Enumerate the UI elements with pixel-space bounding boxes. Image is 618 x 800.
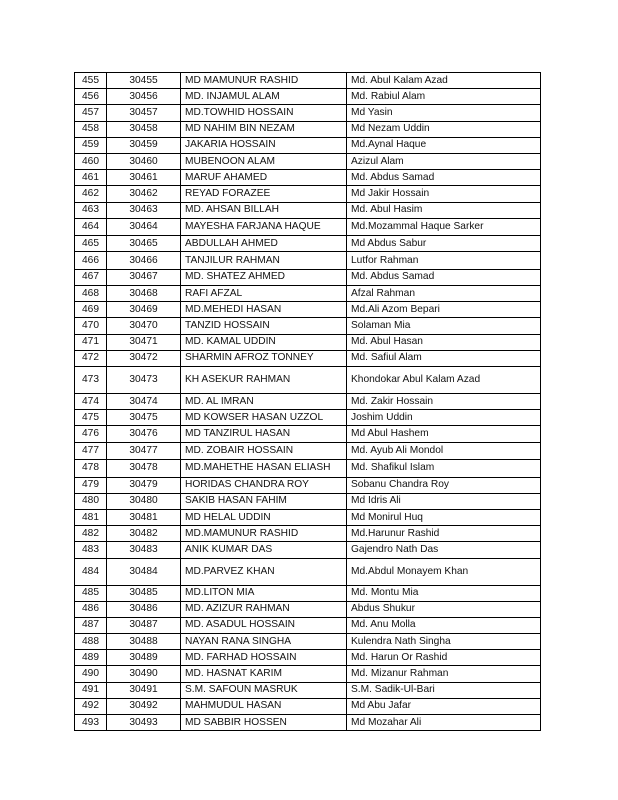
roll-number-cell: 30455 [107,73,181,89]
table-row [75,302,541,318]
roll-number-cell: 30460 [107,153,181,169]
serial-cell: 479 [75,477,107,493]
table-row [75,650,541,666]
roll-number-cell: 30472 [107,350,181,366]
candidate-name-cell: TANZID HOSSAIN [181,318,347,334]
serial-cell: 488 [75,634,107,650]
table-row [75,426,541,442]
roll-number-cell: 30457 [107,105,181,121]
serial-cell: 489 [75,650,107,666]
candidate-name-cell: MD. AHSAN BILLAH [181,202,347,218]
father-name-cell: Md. Rabiul Alam [347,89,541,105]
candidate-name-cell: MD.LITON MIA [181,585,347,601]
father-name-cell: Md.Harunur Rashid [347,526,541,542]
serial-cell: 491 [75,682,107,698]
roll-number-cell: 30484 [107,558,181,585]
candidate-name-cell: MD.MAMUNUR RASHID [181,526,347,542]
table-row [75,105,541,121]
serial-cell: 469 [75,302,107,318]
serial-cell: 458 [75,121,107,137]
serial-cell: 471 [75,334,107,350]
table-row [75,558,541,585]
father-name-cell: S.M. Sadik-Ul-Bari [347,682,541,698]
father-name-cell: Gajendro Nath Das [347,542,541,558]
roll-number-cell: 30456 [107,89,181,105]
serial-cell: 460 [75,153,107,169]
father-name-cell: Sobanu Chandra Roy [347,477,541,493]
father-name-cell: Md.Ali Azom Bepari [347,302,541,318]
father-name-cell: Md Mozahar Ali [347,715,541,731]
candidate-name-cell: MD SABBIR HOSSEN [181,715,347,731]
candidate-name-cell: REYAD FORAZEE [181,186,347,202]
roll-number-cell: 30467 [107,269,181,285]
serial-cell: 473 [75,367,107,394]
table-row [75,334,541,350]
candidate-name-cell: SAKIB HASAN FAHIM [181,493,347,509]
candidate-name-cell: MD.MAHETHE HASAN ELIASH [181,460,347,478]
candidate-table [74,72,541,731]
roll-number-cell: 30481 [107,509,181,525]
father-name-cell: Md Abul Hashem [347,426,541,442]
roll-number-cell: 30458 [107,121,181,137]
roll-number-cell: 30474 [107,394,181,410]
father-name-cell: Md.Mozammal Haque Sarker [347,218,541,236]
roll-number-cell: 30478 [107,460,181,478]
candidate-name-cell: MD. AL IMRAN [181,394,347,410]
candidate-name-cell: MAYESHA FARJANA HAQUE [181,218,347,236]
candidate-name-cell: MD. AZIZUR RAHMAN [181,601,347,617]
table-row [75,682,541,698]
father-name-cell: Abdus Shukur [347,601,541,617]
table-row [75,477,541,493]
serial-cell: 481 [75,509,107,525]
table-row [75,121,541,137]
table-row [75,318,541,334]
candidate-name-cell: MD.TOWHID HOSSAIN [181,105,347,121]
roll-number-cell: 30466 [107,252,181,270]
father-name-cell: Md Abdus Sabur [347,236,541,252]
candidate-name-cell: SHARMIN AFROZ TONNEY [181,350,347,366]
father-name-cell: Md. Abdus Samad [347,170,541,186]
serial-cell: 478 [75,460,107,478]
roll-number-cell: 30479 [107,477,181,493]
candidate-name-cell: MD. ZOBAIR HOSSAIN [181,442,347,460]
serial-cell: 459 [75,137,107,153]
roll-number-cell: 30463 [107,202,181,218]
candidate-name-cell: MD MAMUNUR RASHID [181,73,347,89]
father-name-cell: Azizul Alam [347,153,541,169]
candidate-name-cell: TANJILUR RAHMAN [181,252,347,270]
candidate-name-cell: MD. HASNAT KARIM [181,666,347,682]
table-row [75,202,541,218]
father-name-cell: Md. Anu Molla [347,617,541,633]
father-name-cell: Md. Zakir Hossain [347,394,541,410]
father-name-cell: Md Yasin [347,105,541,121]
candidate-name-cell: RAFI AFZAL [181,286,347,302]
candidate-name-cell: MD. SHATEZ AHMED [181,269,347,285]
candidate-name-cell: MD HELAL UDDIN [181,509,347,525]
serial-cell: 485 [75,585,107,601]
candidate-name-cell: JAKARIA HOSSAIN [181,137,347,153]
father-name-cell: Md Monirul Huq [347,509,541,525]
father-name-cell: Md Idris Ali [347,493,541,509]
table-row [75,542,541,558]
serial-cell: 483 [75,542,107,558]
candidate-name-cell: MD TANZIRUL HASAN [181,426,347,442]
serial-cell: 484 [75,558,107,585]
table-row [75,89,541,105]
father-name-cell: Md. Ayub Ali Mondol [347,442,541,460]
table-row [75,410,541,426]
candidate-name-cell: ANIK KUMAR DAS [181,542,347,558]
candidate-name-cell: MD. KAMAL UDDIN [181,334,347,350]
roll-number-cell: 30470 [107,318,181,334]
father-name-cell: Md. Abdus Samad [347,269,541,285]
table-row [75,367,541,394]
father-name-cell: Md. Montu Mia [347,585,541,601]
candidate-name-cell: MARUF AHAMED [181,170,347,186]
roll-number-cell: 30462 [107,186,181,202]
roll-number-cell: 30485 [107,585,181,601]
serial-cell: 490 [75,666,107,682]
table-row [75,252,541,270]
serial-cell: 462 [75,186,107,202]
roll-number-cell: 30468 [107,286,181,302]
roll-number-cell: 30486 [107,601,181,617]
father-name-cell: Md. Safiul Alam [347,350,541,366]
father-name-cell: Md. Mizanur Rahman [347,666,541,682]
table-row [75,153,541,169]
roll-number-cell: 30480 [107,493,181,509]
table-row [75,634,541,650]
father-name-cell: Solaman Mia [347,318,541,334]
roll-number-cell: 30487 [107,617,181,633]
serial-cell: 457 [75,105,107,121]
table-row [75,526,541,542]
table-row [75,137,541,153]
roll-number-cell: 30492 [107,698,181,714]
roll-number-cell: 30475 [107,410,181,426]
father-name-cell: Md Jakir Hossain [347,186,541,202]
table-row [75,666,541,682]
father-name-cell: Kulendra Nath Singha [347,634,541,650]
table-row [75,698,541,714]
candidate-name-cell: MD KOWSER HASAN UZZOL [181,410,347,426]
serial-cell: 477 [75,442,107,460]
table-row [75,186,541,202]
father-name-cell: Afzal Rahman [347,286,541,302]
table-row [75,509,541,525]
father-name-cell: Joshim Uddin [347,410,541,426]
roll-number-cell: 30464 [107,218,181,236]
serial-cell: 492 [75,698,107,714]
serial-cell: 475 [75,410,107,426]
table-row [75,286,541,302]
candidate-name-cell: KH ASEKUR RAHMAN [181,367,347,394]
father-name-cell: Khondokar Abul Kalam Azad [347,367,541,394]
candidate-name-cell: NAYAN RANA SINGHA [181,634,347,650]
candidate-name-cell: MD.PARVEZ KHAN [181,558,347,585]
candidate-name-cell: MUBENOON ALAM [181,153,347,169]
serial-cell: 467 [75,269,107,285]
candidate-name-cell: MD. INJAMUL ALAM [181,89,347,105]
father-name-cell: Md Nezam Uddin [347,121,541,137]
father-name-cell: Md Abu Jafar [347,698,541,714]
roll-number-cell: 30473 [107,367,181,394]
roll-number-cell: 30459 [107,137,181,153]
father-name-cell: Md. Shafikul Islam [347,460,541,478]
father-name-cell: Md.Aynal Haque [347,137,541,153]
candidate-name-cell: MD. FARHAD HOSSAIN [181,650,347,666]
serial-cell: 468 [75,286,107,302]
table-row [75,460,541,478]
candidate-table-body [75,73,541,731]
roll-number-cell: 30483 [107,542,181,558]
serial-cell: 474 [75,394,107,410]
table-row [75,601,541,617]
serial-cell: 455 [75,73,107,89]
table-row [75,442,541,460]
serial-cell: 465 [75,236,107,252]
candidate-name-cell: MAHMUDUL HASAN [181,698,347,714]
father-name-cell: Md. Abul Kalam Azad [347,73,541,89]
serial-cell: 493 [75,715,107,731]
table-row [75,236,541,252]
roll-number-cell: 30482 [107,526,181,542]
roll-number-cell: 30461 [107,170,181,186]
roll-number-cell: 30476 [107,426,181,442]
serial-cell: 466 [75,252,107,270]
father-name-cell: Md. Abul Hasan [347,334,541,350]
table-row [75,394,541,410]
roll-number-cell: 30489 [107,650,181,666]
roll-number-cell: 30493 [107,715,181,731]
serial-cell: 464 [75,218,107,236]
candidate-name-cell: S.M. SAFOUN MASRUK [181,682,347,698]
serial-cell: 487 [75,617,107,633]
table-row [75,585,541,601]
father-name-cell: Md. Abul Hasim [347,202,541,218]
serial-cell: 456 [75,89,107,105]
candidate-name-cell: MD.MEHEDI HASAN [181,302,347,318]
table-row [75,617,541,633]
candidate-name-cell: HORIDAS CHANDRA ROY [181,477,347,493]
table-row [75,715,541,731]
roll-number-cell: 30491 [107,682,181,698]
serial-cell: 472 [75,350,107,366]
serial-cell: 482 [75,526,107,542]
table-row [75,73,541,89]
serial-cell: 480 [75,493,107,509]
table-row [75,350,541,366]
candidate-name-cell: MD NAHIM BIN NEZAM [181,121,347,137]
roll-number-cell: 30477 [107,442,181,460]
table-row [75,170,541,186]
father-name-cell: Lutfor Rahman [347,252,541,270]
serial-cell: 463 [75,202,107,218]
father-name-cell: Md.Abdul Monayem Khan [347,558,541,585]
serial-cell: 486 [75,601,107,617]
serial-cell: 461 [75,170,107,186]
serial-cell: 470 [75,318,107,334]
roll-number-cell: 30490 [107,666,181,682]
roll-number-cell: 30471 [107,334,181,350]
roll-number-cell: 30469 [107,302,181,318]
candidate-name-cell: ABDULLAH AHMED [181,236,347,252]
roll-number-cell: 30488 [107,634,181,650]
candidate-name-cell: MD. ASADUL HOSSAIN [181,617,347,633]
serial-cell: 476 [75,426,107,442]
table-row [75,269,541,285]
father-name-cell: Md. Harun Or Rashid [347,650,541,666]
roll-number-cell: 30465 [107,236,181,252]
table-row [75,218,541,236]
table-row [75,493,541,509]
